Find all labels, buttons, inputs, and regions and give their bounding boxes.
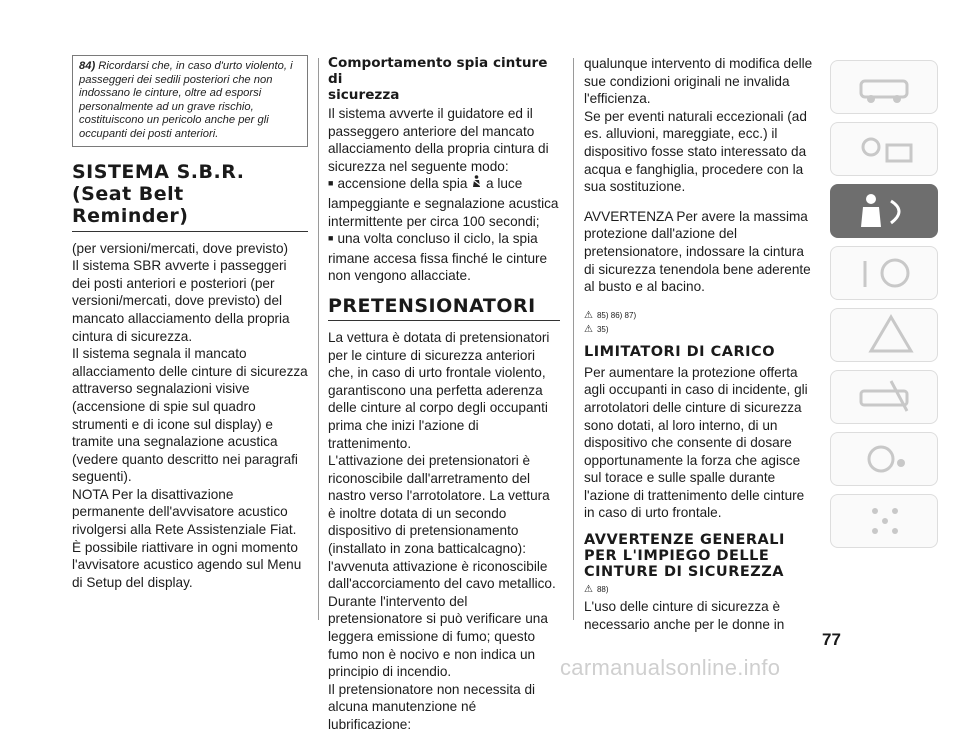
sbr-title-line-3: Reminder): [72, 204, 189, 227]
spia-bullet-1: [328, 175, 560, 230]
warning-ref-line: [584, 324, 816, 336]
avvertenze-heading: [584, 532, 816, 580]
spia-title-line-1: Comportamento spia cinture di: [328, 55, 548, 87]
warning-triangle-icon: ⚠: [584, 584, 593, 596]
spacer: [584, 196, 816, 208]
avvertenze-title-line-1: AVVERTENZE GENERALI: [584, 532, 785, 549]
column-3: [584, 55, 816, 633]
limitatori-heading: LIMITATORI DI CARICO: [584, 343, 776, 360]
pret-continued-paragraph: qualunque intervento di modifica delle sue condizioni originali ne invalida l'efficienza.: [584, 56, 813, 107]
note-ref: 84): [79, 60, 96, 72]
side-tab-warning-lights[interactable]: [830, 122, 938, 176]
warning-ref-line: [584, 310, 816, 322]
avvertenze-title-line-2: PER L'IMPIEGO DELLE: [584, 548, 770, 565]
spacer: [584, 296, 816, 308]
spia-bullet-1-text-a: accensione della spia: [337, 176, 468, 192]
avvertenze-title-line-3: CINTURE DI SICUREZZA: [584, 564, 785, 581]
spia-bullet-2: ■ una volta concluso il ciclo, la spia rimane accesa fissa finché le cinture non vengono allacciate.: [328, 230, 560, 285]
column-divider: [318, 58, 319, 620]
key-steering-icon: [831, 247, 937, 299]
caution-refs: 35): [596, 324, 609, 334]
pret-continued-paragraph: Se per eventi naturali eccezionali (ad es. alluvioni, mareggiate, ecc.) il dispositivo fosse stato interessato da acqua e fanghiglia, procedere con la sua sostituzione.: [584, 108, 807, 195]
spia-paragraph: Il sistema avverte il guidatore ed il passeggero anteriore del mancato allacciamento della propria cintura di sicurezza nel seguente modo:: [328, 106, 549, 174]
avvertenza-paragraph: AVVERTENZA Per avere la massima protezione dall'azione del pretensionatore, indossare la cintura di sicurezza tenendola bene aderente al busto e al bacino.: [584, 208, 811, 295]
sbr-paragraph: Il sistema segnala il mancato allacciamento delle cinture di sicurezza attraverso segnalazioni visive (accensione di spie sul quadro strumenti e di icone sul display) e tramite una segnalazione acustica (vedere quanto descritto nei paragrafi seguenti).: [72, 346, 308, 485]
hazard-icon: [831, 309, 937, 361]
column-1: [72, 55, 308, 591]
seatbelt-warning-icon: [471, 176, 482, 191]
note-text: Ricordarsi che, in caso d'urto violento, i passeggeri dei sedili posteriori che non indossano le cinture, oltre ad esporsi personalmente ad un grave rischio, costituiscono un pericolo anche per gli occupanti dei posti anteriori.: [79, 60, 293, 140]
warning-lights-icon: [831, 123, 937, 175]
side-tab-maintenance[interactable]: [830, 370, 938, 424]
side-tab-car[interactable]: [830, 60, 938, 114]
column-divider: [573, 58, 574, 620]
column-2: [328, 55, 560, 734]
pret-paragraph: l'avvenuta attivazione è riconoscibile dall'accorciamento del cavo metallico.: [328, 558, 556, 592]
side-tab-hazard[interactable]: [830, 308, 938, 362]
sbr-title-line-2: (Seat Belt: [72, 182, 184, 205]
page-number: 77: [822, 630, 841, 649]
warning-refs: 88): [596, 585, 609, 595]
side-tab-seatbelt-airbag[interactable]: [830, 184, 938, 238]
spia-title-line-2: sicurezza: [328, 87, 400, 103]
side-tab-media[interactable]: [830, 432, 938, 486]
sbr-heading: [72, 161, 308, 232]
warning-ref-line: [584, 584, 816, 596]
avvertenze-paragraph: L'uso delle cinture di sicurezza è necessario anche per le donne in: [584, 599, 785, 632]
caution-triangle-icon: ⚠: [584, 323, 593, 335]
sbr-paragraph: Il sistema SBR avverte i passeggeri dei posti anteriori e posteriori (per versioni/mercati, dove previsto) del mancato allacciamento della propria cintura di sicurezza.: [72, 258, 290, 344]
spia-heading: [328, 55, 560, 103]
pret-paragraph: Il pretensionatore non necessita di alcuna manutenzione né lubrificazione:: [328, 681, 536, 732]
limitatori-paragraph: Per aumentare la protezione offerta agli occupanti in caso di incidente, gli arrotolatori delle cinture di sicurezza sono dotati, al loro interno, di un dispositivo che consente di dosare opportunamente la forza che agisce sul torace e sulle spalle durante l'azione di trattenimento delle cinture in caso di urto frontale.: [584, 364, 808, 521]
pret-paragraph: L'attivazione dei pretensionatori è riconoscibile dall'arretramento del nastro verso l'arrotolatore. La vettura è inoltre dotata di un secondo dispositivo di pretensionamento (installato in zona batticalcagno):: [328, 453, 550, 557]
watermark: carmanualsonline.info: [560, 655, 781, 680]
warning-refs: 85) 86) 87): [596, 310, 637, 320]
spia-bullet-1-text-b: a luce lampeggiante e segnalazione acustica intermittente per circa 100 secondi;: [328, 176, 559, 229]
wrench-icon: [831, 371, 937, 423]
seatbelt-airbag-icon: [831, 185, 937, 237]
sbr-title-line-1: SISTEMA S.B.R.: [72, 160, 245, 183]
sbr-note: NOTA Per la disattivazione permanente dell'avvisatore acustico rivolgersi alla Rete Assistenziale Fiat. È possibile riattivare in ogni momento l'avvisatore acustico agendo sul Menu di Setup del display.: [72, 486, 302, 590]
pret-paragraph: La vettura è dotata di pretensionatori per le cinture di sicurezza anteriori che, in caso di urto frontale violento, garantiscono una perfetta aderenza delle cinture al corpo degli occupanti prima che inizi l'azione di trattenimento.: [328, 329, 550, 451]
pret-heading: PRETENSIONATORI: [328, 295, 560, 321]
warning-note: [72, 55, 308, 147]
pret-paragraph: Durante l'intervento del pretensionatore si può verificare una leggera emissione di fumo; questo fumo non è nocivo e non indica un principio di incendio.: [328, 593, 548, 680]
side-tab-key-steering[interactable]: [830, 246, 938, 300]
warning-triangle-icon: ⚠: [584, 309, 593, 321]
index-icon: [831, 495, 937, 547]
side-tab-index[interactable]: [830, 494, 938, 548]
car-icon: [831, 61, 937, 113]
sbr-paragraph: (per versioni/mercati, dove previsto): [72, 240, 289, 256]
media-icon: [831, 433, 937, 485]
